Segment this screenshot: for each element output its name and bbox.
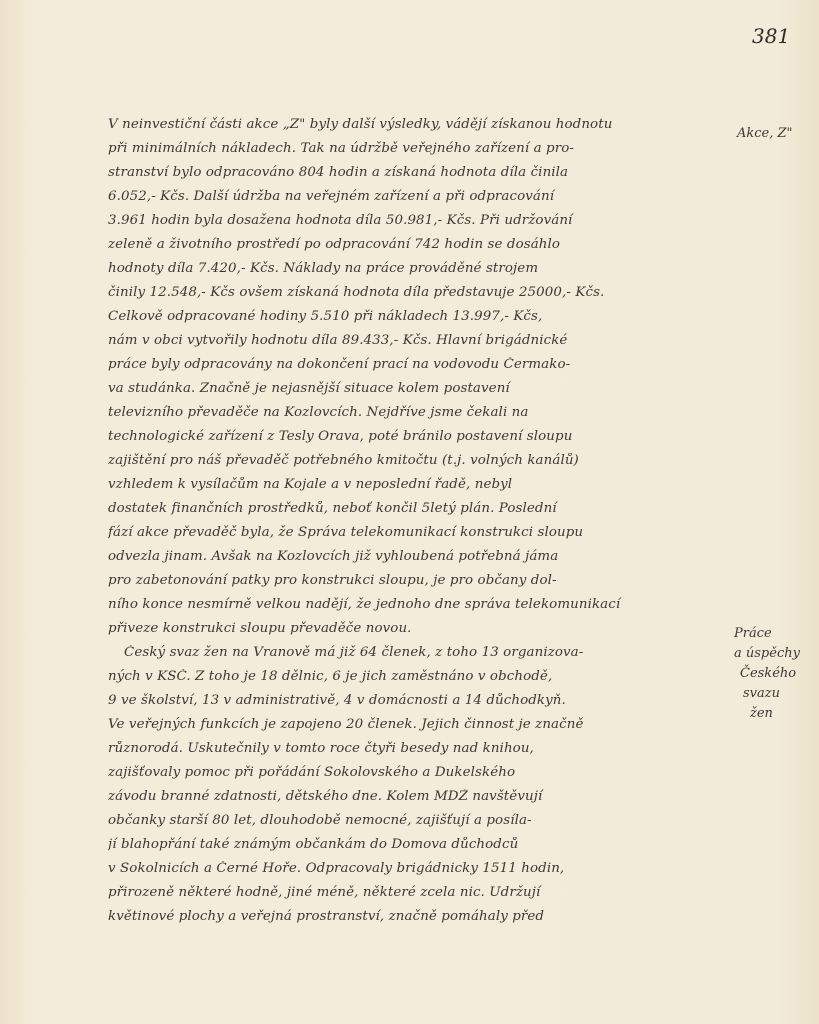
text-line: 3.961 hodin byla dosažena hodnota díla 50.981,- Kčs. Při udržování	[108, 213, 573, 228]
text-line: Český svaz žen na Vranově má již 64 členek, z toho 13 organizova-	[124, 645, 584, 660]
text-line: zeleně a životního prostředí po odpracování 742 hodin se dosáhlo	[108, 237, 561, 252]
margin-note-ceskeho: Českého	[740, 666, 797, 681]
margin-note-akce-z: Akce, Z"	[737, 126, 793, 141]
text-line: Celkově odpracované hodiny 5.510 při nákladech 13.997,- Kčs,	[108, 309, 543, 324]
text-line: jí blahopřání také známým občankám do Domova důchodců	[108, 837, 519, 852]
margin-note-uspechy: a úspěchy	[734, 646, 800, 661]
text-line: odvezla jinam. Avšak na Kozlovcích již vyhloubená potřebná jáma	[108, 549, 559, 564]
margin-note-prace: Práce	[734, 626, 772, 641]
text-line: televizního převaděče na Kozlovcích. Nejdříve jsme čekali na	[108, 405, 529, 420]
margin-note-svazu: svazu	[743, 686, 780, 701]
text-line: různorodá. Uskutečnily v tomto roce čtyři besedy nad knihou,	[108, 741, 534, 756]
text-line: květinové plochy a veřejná prostranství, značně pomáhaly před	[108, 909, 545, 924]
margin-note-zen: žen	[750, 706, 773, 721]
text-line: va studánka. Značně je nejasnější situace kolem postavení	[108, 381, 510, 396]
text-line: zajišťovaly pomoc při pořádání Sokolovského a Dukelského	[108, 765, 516, 780]
text-line: ního konce nesmírně velkou nadějí, že jednoho dne správa telekomunikací	[108, 597, 621, 612]
text-line: závodu branné zdatnosti, dětského dne. Kolem MDŽ navštěvují	[108, 789, 543, 804]
text-line: přirozeně některé hodně, jiné méně, některé zcela nic. Udržují	[108, 885, 541, 900]
text-line: dostatek finančních prostředků, neboť končil 5letý plán. Poslední	[108, 501, 557, 516]
text-line: ných v KSČ. Z toho je 18 dělnic, 6 je jich zaměstnáno v obchodě,	[108, 669, 553, 684]
text-line: zajištění pro náš převaděč potřebného kmitočtu (t.j. volných kanálů)	[108, 453, 579, 468]
text-line: Ve veřejných funkcích je zapojeno 20 členek. Jejich činnost je značně	[108, 717, 584, 732]
text-line: fází akce převaděč byla, že Správa telekomunikací konstrukci sloupu	[108, 525, 584, 540]
text-line: přiveze konstrukci sloupu převaděče novou.	[108, 621, 412, 636]
text-line: nám v obci vytvořily hodnotu díla 89.433,- Kčs. Hlavní brigádnické	[108, 333, 568, 348]
text-line: v Sokolnicích a Černé Hoře. Odpracovaly brigádnicky 1511 hodin,	[108, 861, 565, 876]
text-line: občanky starší 80 let, dlouhodobě nemocné, zajišťují a posíla-	[108, 813, 532, 828]
text-line: stranství bylo odpracováno 804 hodin a získaná hodnota díla činila	[108, 165, 569, 180]
page-number: 381	[752, 24, 791, 48]
text-line: V neinvestiční části akce „Z" byly další výsledky, vádějí získanou hodnotu	[108, 117, 613, 132]
text-line: pro zabetonování patky pro konstrukci sloupu, je pro občany dol-	[108, 573, 557, 588]
text-line: práce byly odpracovány na dokončení prací na vodovodu Čermako-	[108, 357, 571, 372]
text-line: vzhledem k vysílačům na Kojale a v neposlední řadě, nebyl	[108, 477, 513, 492]
text-line: 9 ve školství, 13 v administrativě, 4 v domácnosti a 14 důchodkyň.	[108, 693, 566, 708]
text-line: 6.052,- Kčs. Další údržba na veřejném zařízení a při odpracování	[108, 189, 555, 204]
text-line: činily 12.548,- Kčs ovšem získaná hodnota díla představuje 25000,- Kčs.	[108, 285, 605, 300]
text-line: technologické zařízení z Tesly Orava, poté bránilo postavení sloupu	[108, 429, 573, 444]
text-line: při minimálních nákladech. Tak na údržbě veřejného zařízení a pro-	[108, 141, 575, 156]
text-line: hodnoty díla 7.420,- Kčs. Náklady na práce prováděné strojem	[108, 261, 539, 276]
